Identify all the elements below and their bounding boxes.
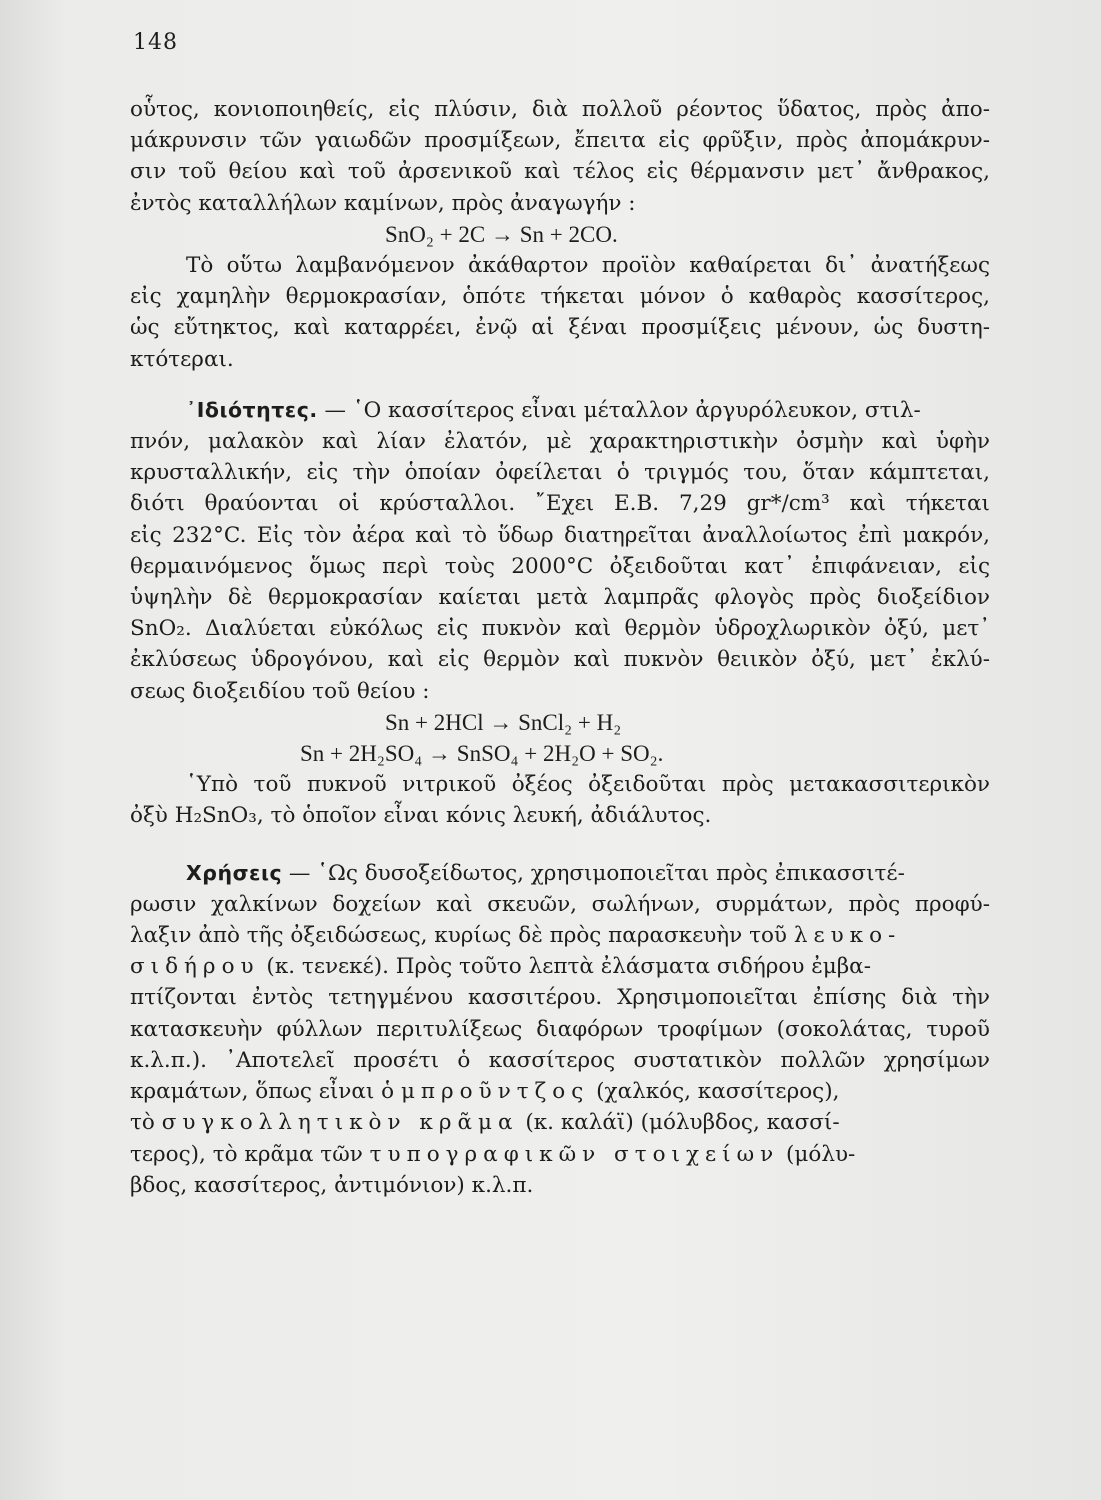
text-line: ὑψηλὴν δὲ θερμοκρασίαν καίεται μετὰ λαμπρᾶς φλογὸς πρὸς διοξείδιον xyxy=(130,585,990,611)
text-line: διότι θραύονται οἱ κρύσταλλοι. ῎Εχει Ε.Β. 7,29 gr*/cm³ καὶ τήκεται xyxy=(130,491,990,517)
text-line: ἐντὸς καταλλήλων καμίνων, πρὸς ἀναγωγήν : xyxy=(130,190,636,216)
text-fragment: (μόλυ- xyxy=(779,1141,856,1167)
text-fragment: κραμάτων, ὅπως εἶναι ὁ xyxy=(130,1079,401,1105)
text-line: θερμαινόμενος ὅμως περὶ τοὺς 2000°C ὀξειδοῦται κατ᾽ ἐπιφάνειαν, εἰς xyxy=(130,553,990,579)
spaced-term: τυπογραφικῶν στοιχείων xyxy=(369,1141,780,1167)
text-fragment: (κ. τενεκέ). Πρὸς τοῦτο λεπτὰ ἐλάσματα σιδήρου ἐμβα- xyxy=(259,954,871,980)
text-line: οὗτος, κονιοποιηθείς, εἰς πλύσιν, διὰ πολλοῦ ρέοντος ὕδατος, πρὸς ἀπο- xyxy=(130,97,990,122)
text-fragment: (χαλκός, κασσίτερος), xyxy=(589,1079,840,1105)
equation-reduction: SnO₂ + 2C → Sn + 2CO. xyxy=(385,221,618,247)
text-line xyxy=(130,951,990,982)
text-line: ῾Υπὸ τοῦ πυκνοῦ νιτρικοῦ ὀξέος ὀξειδοῦται πρὸς μετακασσιτερικὸν xyxy=(186,772,990,798)
section-heading-uses: Χρήσεις xyxy=(186,860,283,885)
text-line: ἐκλύσεως ὑδρογόνου, καὶ εἰς θερμὸν καὶ πυκνὸν θειικὸν ὀξύ, μετ᾽ ἐκλύ- xyxy=(130,647,990,673)
text-line: μάκρυνσιν τῶν γαιωδῶν προσμίξεων, ἔπειτα εἰς φρῦξιν, πρὸς ἀπομάκρυν- xyxy=(130,128,990,154)
text-line: Τὸ οὕτω λαμβανόμενον ἀκάθαρτον προϊὸν καθαίρεται δι᾽ ἀνατήξεως xyxy=(186,253,990,279)
text-line: εἰς 232°C. Εἰς τὸν ἀέρα καὶ τὸ ὕδωρ διατηρεῖται ἀναλλοίωτος ἐπὶ μακρόν, xyxy=(130,522,990,548)
page-text xyxy=(130,94,990,1201)
spaced-term: σιδήρου xyxy=(130,954,260,980)
text-fragment: (κ. καλάϊ) (μόλυβδος, κασσί- xyxy=(518,1110,840,1136)
text-line: SnO₂. Διαλύεται εὐκόλως εἰς πυκνὸν καὶ θερμὸν ὑδροχλωρικὸν ὀξύ, μετ᾽ xyxy=(130,616,990,642)
text-line: εἰς χαμηλὴν θερμοκρασίαν, ὁπότε τήκεται μόνον ὁ καθαρὸς κασσίτερος, xyxy=(130,284,990,310)
text-fragment: — ῾Ως δυσοξείδωτος, χρησιμοποιεῖται πρὸς ἐπικασσιτέ- xyxy=(282,860,905,886)
text-line: κρυσταλλικήν, εἰς τὴν ὁποίαν ὀφείλεται ὁ τριγμός του, ὅταν κάμπτεται, xyxy=(130,460,990,486)
text-line: πτίζονται ἐντὸς τετηγμένου κασσιτέρου. Χρησιμοποιεῖται ἐπίσης διὰ τὴν xyxy=(130,985,990,1011)
text-line xyxy=(130,1107,990,1138)
equation-h2so4: Sn + 2H₂SO₄ → SnSO₄ + 2H₂O + SO₂. xyxy=(300,741,664,767)
text-line: βδος, κασσίτερος, ἀντιμόνιον) κ.λ.π. xyxy=(130,1172,534,1198)
section-heading-properties: ᾽Ιδιότητες. xyxy=(186,397,318,422)
text-line xyxy=(130,1139,990,1170)
text-line: πνόν, μαλακὸν καὶ λίαν ἐλατόν, μὲ χαρακτηριστικὴν ὀσμὴν καὶ ὑφὴν xyxy=(130,429,990,455)
spaced-term: συγκολλητικὸν κρᾶμα xyxy=(161,1110,519,1136)
text-line xyxy=(130,395,990,426)
text-line: σεως διοξειδίου τοῦ θείου : xyxy=(130,678,430,704)
text-line: ὡς εὔτηκτος, καὶ καταρρέει, ἐνῷ αἱ ξέναι προσμίξεις μένουν, ὡς δυστη- xyxy=(130,315,990,341)
text-line: ὀξὺ H₂SnO₃, τὸ ὁποῖον εἶναι κόνις λευκή, ἀδιάλυτος. xyxy=(130,803,712,829)
text-line: κ.λ.π.). ᾽Αποτελεῖ προσέτι ὁ κασσίτερος συστατικὸν πολλῶν χρησίμων xyxy=(130,1047,990,1073)
text-line: ρωσιν χαλκίνων δοχείων καὶ σκευῶν, σωλήνων, συρμάτων, πρὸς προφύ- xyxy=(130,891,990,917)
text-fragment: τερος), τὸ κρᾶμα τῶν xyxy=(130,1141,370,1167)
text-line xyxy=(130,858,990,889)
text-fragment: τὸ xyxy=(130,1110,162,1136)
text-line: σιν τοῦ θείου καὶ τοῦ ἀρσενικοῦ καὶ τέλος εἰς θέρμανσιν μετ᾽ ἄνθρακος, xyxy=(130,159,990,185)
text-line: κτότεραι. xyxy=(130,346,234,372)
spaced-term: μπροῦντζος xyxy=(400,1079,590,1105)
text-fragment: — ῾Ο κασσίτερος εἶναι μέταλλον ἀργυρόλευκον, στιλ- xyxy=(317,397,921,423)
text-fragment: λαξιν ἀπὸ τῆς ὀξειδώσεως, κυρίως δὲ πρὸς παρασκευὴν τοῦ xyxy=(130,923,794,949)
equation-hcl: Sn + 2HCl → SnCl₂ + H₂ xyxy=(385,709,622,735)
spaced-term: λευκο- xyxy=(793,923,902,949)
text-line xyxy=(130,920,990,951)
text-line: κατασκευὴν φύλλων περιτυλίξεως διαφόρων τροφίμων (σοκολάτας, τυροῦ xyxy=(130,1016,990,1042)
page-number: 148 xyxy=(133,30,178,55)
text-line xyxy=(130,1076,990,1107)
